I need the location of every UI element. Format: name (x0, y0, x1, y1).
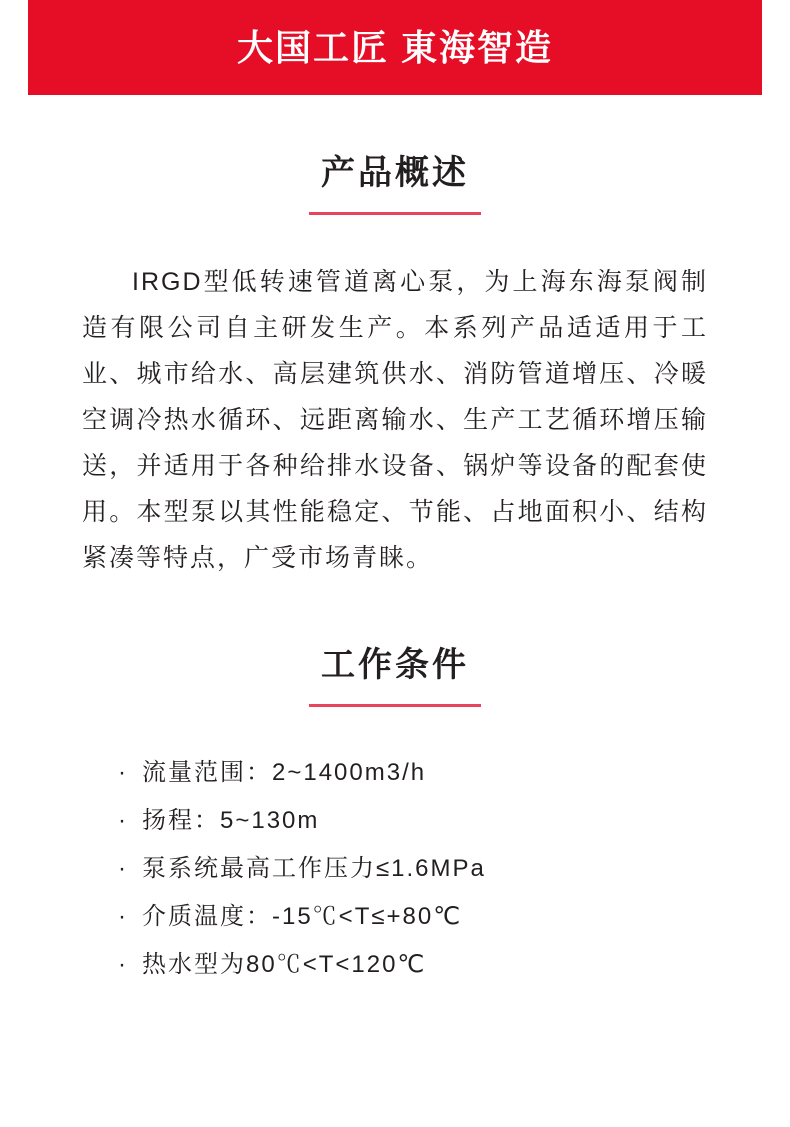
overview-heading: 产品概述 (321, 154, 469, 192)
banner-left-block (0, 0, 28, 95)
overview-section (0, 153, 790, 581)
overview-heading-rule (309, 212, 481, 215)
bullet-dot: · (118, 950, 128, 978)
bullet-dot: · (118, 902, 128, 930)
bullet-dot: · (118, 806, 128, 834)
list-item (118, 749, 750, 797)
bullet-dot: · (118, 854, 128, 882)
list-item-label: 扬程：5~130m (142, 806, 320, 834)
banner-right-block (762, 0, 790, 95)
overview-paragraph: IRGD型低转速管道离心泵，为上海东海泵阀制造有限公司自主研发生产。本系列产品适适用于工业、城市给水、高层建筑供水、消防管道增压、冷暖空调冷热水循环、远距离输水、生产工艺循环增压输送，并适用于各种给排水设备、锅炉等设备的配套使用。本型泵以其性能稳定、节能、占地面积小、结构紧凑等特点，广受市场青睐。 (82, 267, 708, 572)
bullet-dot: · (118, 758, 128, 786)
overview-heading-group (40, 153, 750, 215)
list-item-label: 泵系统最高工作压力≤1.6MPa (142, 854, 486, 882)
conditions-list (40, 749, 750, 989)
conditions-section (0, 645, 790, 989)
list-item-label: 介质温度：-15℃<T≤+80℃ (142, 902, 463, 930)
top-banner (0, 0, 790, 95)
banner-title: 大国工匠 東海智造 (236, 26, 553, 68)
list-item-label: 流量范围：2~1400m3/h (142, 758, 427, 786)
list-item (118, 797, 750, 845)
list-item-label: 热水型为80℃<T<120℃ (142, 950, 427, 978)
list-item (118, 893, 750, 941)
conditions-heading: 工作条件 (321, 645, 469, 684)
list-item (118, 941, 750, 989)
conditions-heading-group (40, 645, 750, 707)
conditions-heading-rule (309, 704, 481, 707)
list-item (118, 845, 750, 893)
